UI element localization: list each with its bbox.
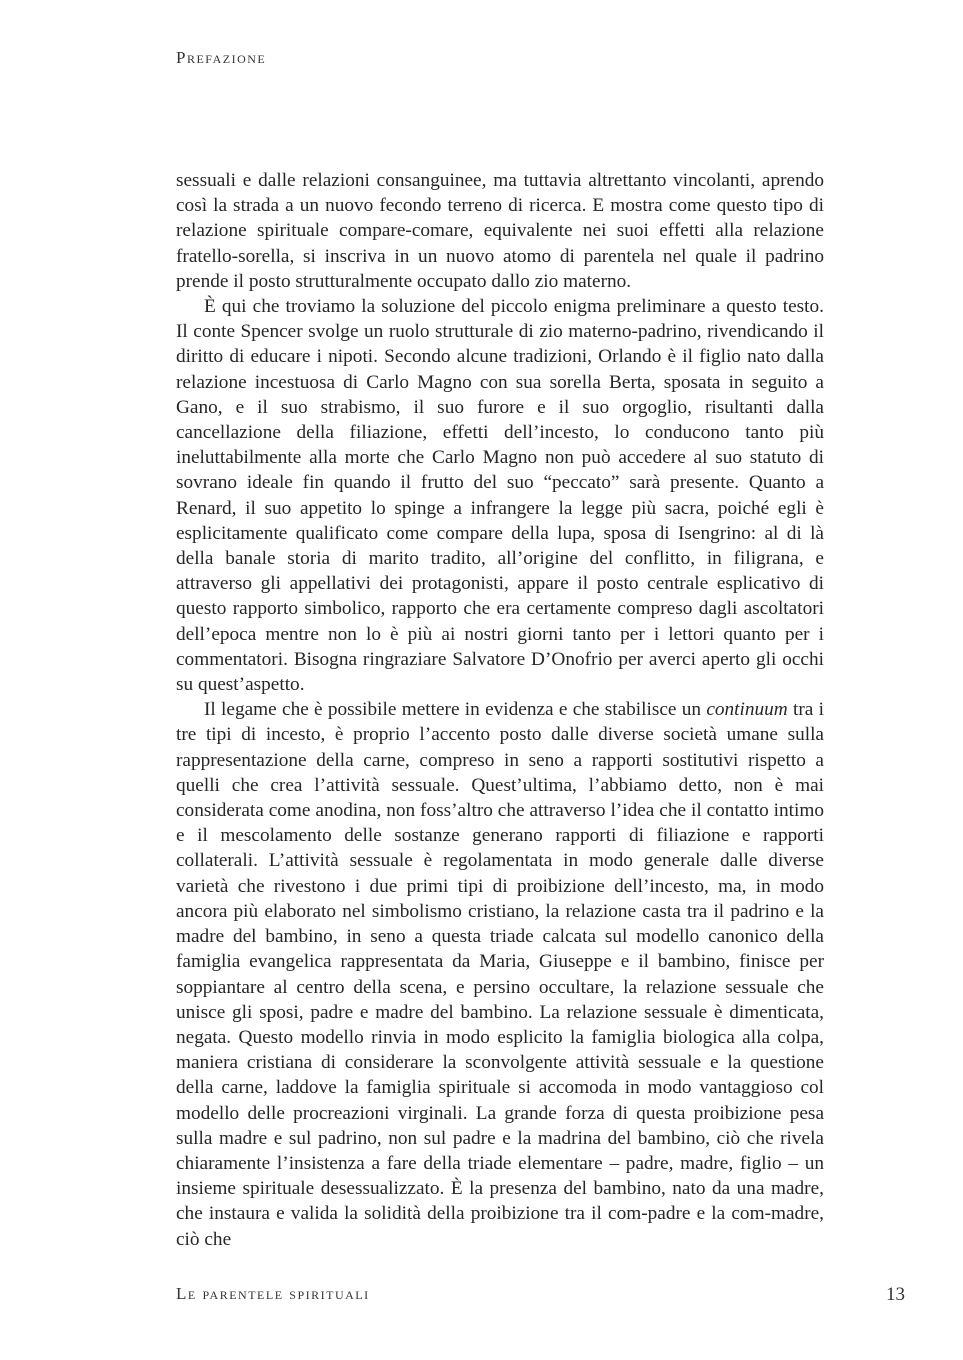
paragraph-2: È qui che troviamo la soluzione del piccolo enigma preliminare a questo testo. Il conte Spencer svolge un ruolo strutturale di zio materno-padrino, rivendicando il diritto di educare i nipoti. Secondo alcune tradizioni, Orlando è il figlio nato dalla relazione incestuosa di Carlo Magno con sua sorella Berta, sposata in seguito a Gano, e il suo strabismo, il suo furore e il suo orgoglio, risultanti dalla cancellazione della filiazione, effetti dell’incesto, lo conducono tanto più ineluttabilmente alla morte che Carlo Magno non può accedere al suo statuto di sovrano ideale fin quando il frutto del suo “peccato” sarà presente. Quanto a Renard, il suo appetito lo spinge a infrangere la legge più sacra, poiché egli è esplicitamente qualificato come compare della lupa, sposa di Isengrino: al di là della banale storia di marito tradito, all’origine del conflitto, in filigrana, e attraverso gli appellativi dei protagonisti, appare il posto centrale esplicativo di questo rapporto simbolico, rapporto che era certamente compreso dagli ascoltatori dell’epoca mentre non lo è più ai nostri giorni tanto per i lettori quanto per i commentatori. Bisogna ringraziare Salvatore D’Onofrio per averci aperto gli occhi su quest’aspetto. bbox=[176, 296, 824, 696]
page-number: 13 bbox=[886, 1284, 905, 1305]
paragraph-3 bbox=[176, 697, 824, 1251]
footer-book-title: Le parentele spirituali bbox=[176, 1284, 370, 1303]
paragraph-1: sessuali e dalle relazioni consanguinee, ma tuttavia altrettanto vincolanti, aprendo così la strada a un nuovo fecondo terreno di ricerca. E mostra come questo tipo di relazione spirituale compare-comare, equivalente nei suoi effetti alla relazione fratello-sorella, si inscriva in un nuovo atomo di parentela nel quale il padrino prende il posto strutturalmente occupato dallo zio materno. bbox=[176, 170, 824, 292]
body-text bbox=[176, 168, 824, 1252]
italic-term: continuum bbox=[706, 699, 788, 721]
running-head: Prefazione bbox=[176, 48, 267, 67]
paragraph-3-start: Il legame che è possibile mettere in evidenza e che stabilisce un bbox=[204, 699, 707, 721]
paragraph-3-rest: tra i tre tipi di incesto, è proprio l’accento posto dalle diverse società umane sulla rappresentazione della carne, compreso in seno a rapporti sostitutivi rispetto a quelli che crea l’attività sessuale. Quest’ultima, l’abbiamo detto, non è mai considerata come anodina, non foss’altro che attraverso l’idea che il contatto intimo e il mescolamento delle sostanze generano rapporti di filiazione e rapporti collaterali. L’attività sessuale è regolamentata in modo generale dalle diverse varietà che rivestono i due primi tipi di proibizione dell’incesto, ma, in modo ancora più elaborato nel simbolismo cristiano, la relazione casta tra il padrino e la madre del bambino, in seno a questa triade calcata sul modello canonico della famiglia evangelica rappresentata da Maria, Giuseppe e il bambino, finisce per soppiantare al centro della scena, e persino occultare, la relazione sessuale che unisce gli sposi, padre e madre del bambino. La relazione sessuale è dimenticata, negata. Questo modello rinvia in modo esplicito la famiglia biologica alla colpa, maniera cristiana di considerare la sconvolgente attività sessuale e la questione della carne, laddove la famiglia spirituale si accomoda in modo vantaggioso col modello delle procreazioni virginali. La grande forza di questa proibizione pesa sulla madre e sul padrino, non sul padre e la madrina del bambino, ciò che rivela chiaramente l’insistenza a fare della triade elementare – padre, madre, figlio – un insieme spirituale desessualizzato. È la presenza del bambino, nato da una madre, che instaura e valida la solidità della proibizione tra il com-padre e la com-madre, ciò che bbox=[176, 699, 824, 1250]
